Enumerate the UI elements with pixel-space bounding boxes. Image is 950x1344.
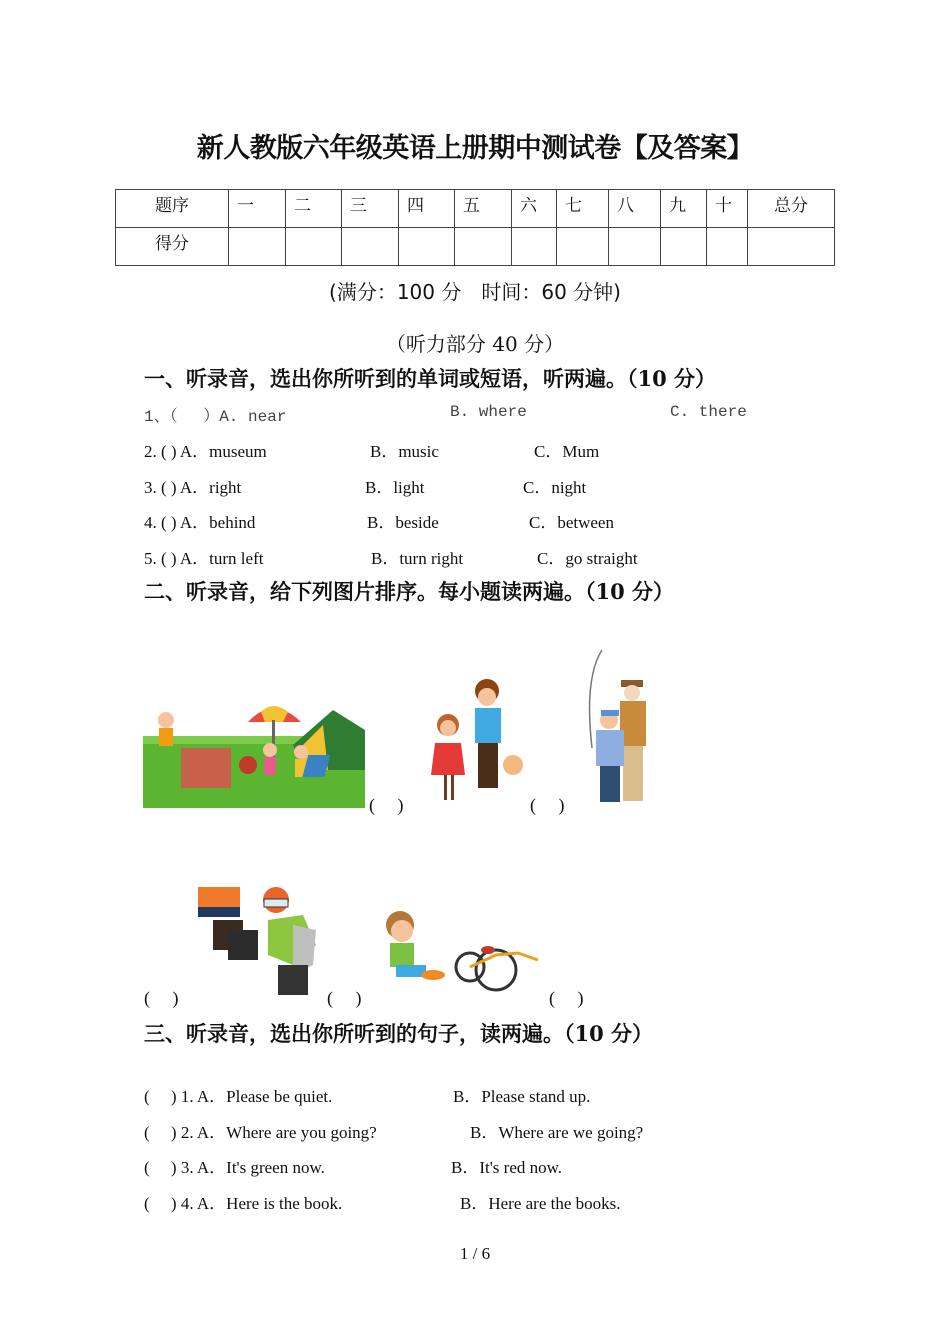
bike-fall-image — [378, 905, 546, 997]
score-cell[interactable] — [286, 228, 342, 266]
section2-heading: 二、听录音，给下列图片排序。每小题读两遍。（10 分） — [144, 579, 675, 604]
page-number: 1 / 6 — [459, 1244, 491, 1263]
header-cell: 七 — [557, 190, 609, 228]
header-cell: 十 — [707, 190, 748, 228]
q2-option-a: 2. ( ) A．museum — [144, 442, 267, 461]
score-cell[interactable] — [661, 228, 707, 266]
cinema-image — [198, 885, 320, 997]
q4-option-b: B．beside — [367, 513, 439, 532]
header-cell: 四 — [399, 190, 455, 228]
score-cell[interactable] — [229, 228, 286, 266]
q2-option-b: B．music — [370, 442, 439, 461]
exam-info: (满分：100 分 时间：60 分钟) — [329, 280, 621, 304]
score-cell[interactable] — [557, 228, 609, 266]
score-cell[interactable] — [748, 228, 835, 266]
picture-answer-blank[interactable]: ( ) — [549, 988, 584, 1008]
s3-q4-option-b: B．Here are the books. — [460, 1194, 621, 1213]
header-cell: 八 — [609, 190, 661, 228]
listening-part-label: （听力部分 40 分） — [385, 332, 565, 356]
header-cell: 一 — [229, 190, 286, 228]
header-cell: 二 — [286, 190, 342, 228]
header-cell: 三 — [342, 190, 399, 228]
score-table-header — [116, 190, 835, 228]
row-label: 得分 — [116, 228, 229, 266]
s3-q2-option-b: B．Where are we going? — [470, 1123, 644, 1142]
fishing-image — [584, 648, 659, 806]
q3-option-a: 3. ( ) A．right — [144, 478, 242, 497]
section1-heading: 一、听录音，选出你所听到的单词或短语，听两遍。（10 分） — [144, 366, 717, 391]
q1-option-a: 1、（ ）A. near — [144, 408, 287, 426]
score-cell[interactable] — [342, 228, 399, 266]
q5-option-a: 5. ( ) A．turn left — [144, 549, 264, 568]
q5-option-c: C．go straight — [537, 549, 638, 568]
header-cell: 总分 — [748, 190, 835, 228]
score-cell[interactable] — [512, 228, 557, 266]
picture-answer-blank[interactable]: ( ) — [369, 795, 404, 815]
picture-answer-blank[interactable]: ( ) — [327, 988, 362, 1008]
family-image — [420, 675, 530, 805]
q3-option-b: B．light — [365, 478, 425, 497]
picture-answer-blank[interactable]: ( ) — [144, 988, 179, 1008]
q2-option-c: C．Mum — [534, 442, 600, 461]
q5-option-b: B．turn right — [371, 549, 464, 568]
page-title: 新人教版六年级英语上册期中测试卷【及答案】 — [196, 133, 754, 164]
picnic-image — [143, 700, 365, 808]
s3-q1-option-a: ( ) 1. A．Please be quiet. — [144, 1087, 333, 1106]
s3-q4-option-a: ( ) 4. A．Here is the book. — [144, 1194, 343, 1213]
section3-heading: 三、听录音，选出你所听到的句子，读两遍。（10 分） — [144, 1021, 654, 1046]
s3-q3-option-a: ( ) 3. A．It's green now. — [144, 1158, 325, 1177]
s3-q2-option-a: ( ) 2. A．Where are you going? — [144, 1123, 377, 1142]
picture-answer-blank[interactable]: ( ) — [530, 795, 565, 815]
s3-q1-option-b: B．Please stand up. — [453, 1087, 591, 1106]
score-cell[interactable] — [609, 228, 661, 266]
q1-option-b: B. where — [450, 403, 527, 421]
score-cell[interactable] — [707, 228, 748, 266]
q1-option-c: C. there — [670, 403, 747, 421]
header-cell: 题序 — [116, 190, 229, 228]
q4-option-c: C．between — [529, 513, 614, 532]
s3-q3-option-b: B．It's red now. — [451, 1158, 563, 1177]
score-cell[interactable] — [399, 228, 455, 266]
header-cell: 六 — [512, 190, 557, 228]
header-cell: 五 — [455, 190, 512, 228]
q4-option-a: 4. ( ) A．behind — [144, 513, 256, 532]
q3-option-c: C．night — [523, 478, 587, 497]
header-cell: 九 — [661, 190, 707, 228]
score-table-row — [116, 228, 835, 266]
score-cell[interactable] — [455, 228, 512, 266]
score-table — [115, 189, 835, 266]
